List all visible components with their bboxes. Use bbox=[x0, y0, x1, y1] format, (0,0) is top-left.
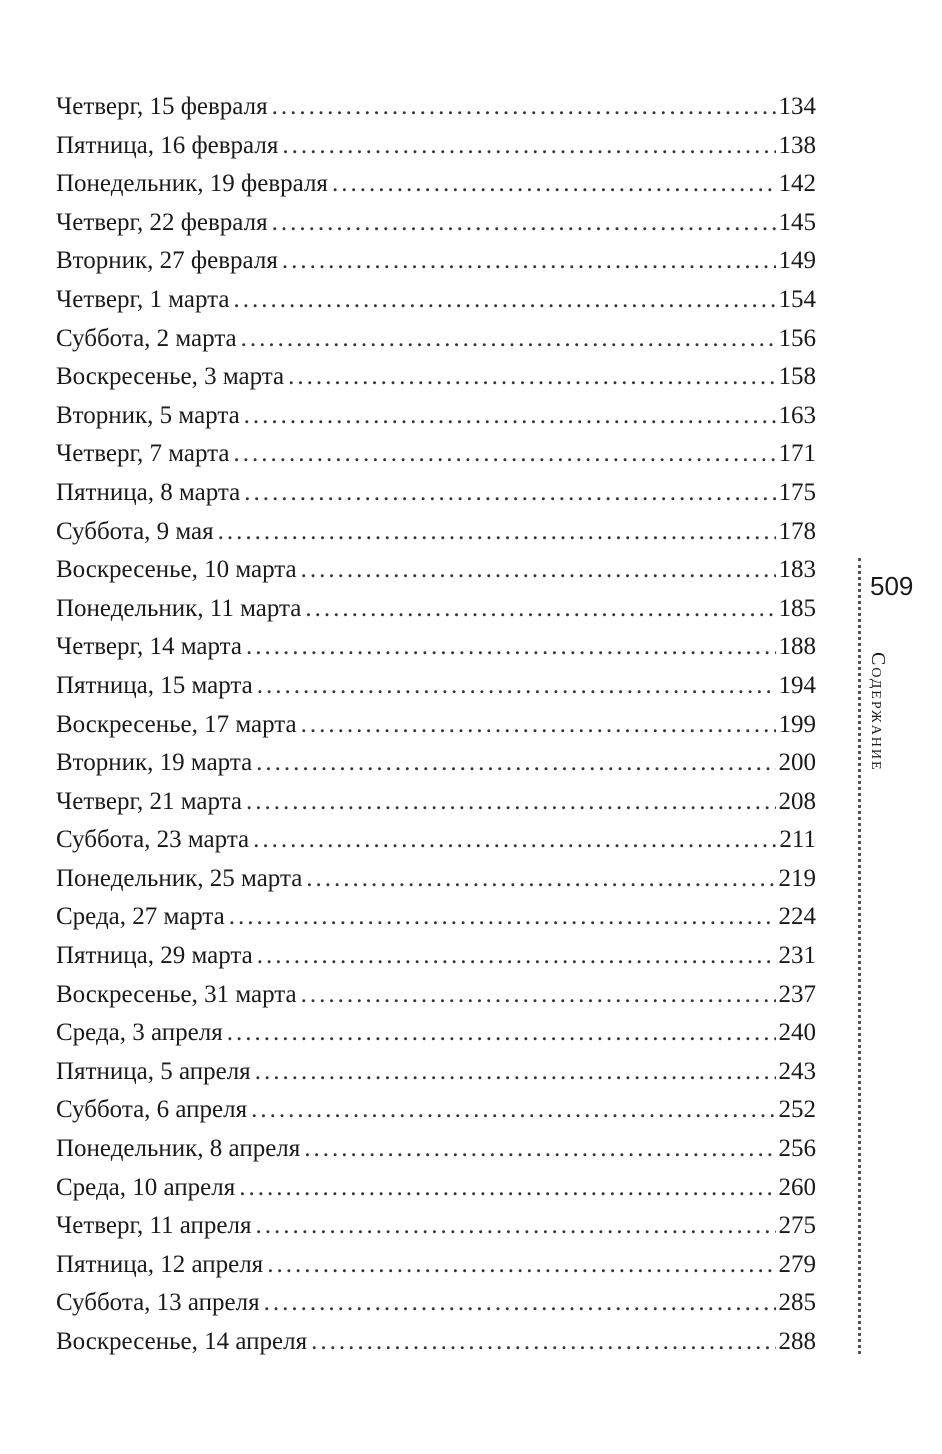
dot-leader bbox=[267, 1246, 775, 1284]
toc-entry-page: 134 bbox=[778, 93, 816, 120]
toc-entry-title: Пятница, 8 марта bbox=[56, 478, 241, 506]
toc-entry-page: 138 bbox=[778, 131, 816, 159]
toc-entry bbox=[56, 397, 816, 436]
toc-entry-page: 279 bbox=[778, 1250, 816, 1278]
toc-entry-page: 275 bbox=[778, 1212, 816, 1240]
toc-entry-page: 219 bbox=[778, 864, 816, 892]
dot-leader bbox=[332, 165, 776, 203]
toc-entry-title: Суббота, 13 апреля bbox=[56, 1289, 260, 1317]
dot-leader bbox=[272, 88, 776, 126]
toc-entry-title: Четверг, 11 апреля bbox=[56, 1212, 252, 1240]
toc-entry-title: Суббота, 6 апреля bbox=[56, 1096, 248, 1124]
toc-entry-title: Воскресенье, 10 марта bbox=[56, 556, 297, 584]
dot-leader bbox=[251, 1091, 775, 1129]
toc-entry-page: 211 bbox=[779, 826, 816, 854]
toc-entry bbox=[56, 88, 816, 127]
dot-leader bbox=[282, 242, 776, 280]
toc-entry-title: Суббота, 23 марта bbox=[56, 826, 250, 854]
toc-entry bbox=[56, 821, 816, 860]
toc-entry-page: 185 bbox=[778, 594, 816, 622]
dot-leader bbox=[241, 320, 776, 358]
toc-entry-title: Вторник, 27 февраля bbox=[56, 247, 278, 275]
toc-entry-page: 231 bbox=[778, 942, 816, 970]
dot-leader bbox=[246, 783, 776, 821]
table-of-contents bbox=[56, 88, 816, 1362]
toc-entry-page: 200 bbox=[778, 749, 816, 777]
toc-entry bbox=[56, 242, 816, 281]
toc-entry-page: 208 bbox=[778, 787, 816, 815]
dot-leader bbox=[255, 1053, 776, 1091]
toc-entry bbox=[56, 1169, 816, 1208]
dot-leader bbox=[264, 1284, 776, 1322]
toc-entry-page: 288 bbox=[778, 1328, 816, 1355]
toc-entry-title: Понедельник, 8 апреля bbox=[56, 1135, 301, 1163]
toc-entry-title: Пятница, 15 марта bbox=[56, 671, 253, 699]
toc-entry-page: 142 bbox=[778, 170, 816, 198]
toc-entry-page: 175 bbox=[778, 478, 816, 506]
toc-entry bbox=[56, 435, 816, 474]
toc-entry-title: Четверг, 21 марта bbox=[56, 787, 242, 815]
toc-entry-title: Суббота, 2 марта bbox=[56, 324, 237, 352]
toc-entry bbox=[56, 1014, 816, 1053]
toc-entry-page: 240 bbox=[778, 1019, 816, 1047]
toc-entry-title: Воскресенье, 17 марта bbox=[56, 710, 297, 738]
toc-entry bbox=[56, 204, 816, 243]
dot-leader bbox=[218, 513, 776, 551]
toc-entry bbox=[56, 590, 816, 629]
dot-leader bbox=[233, 435, 775, 473]
toc-entry bbox=[56, 474, 816, 513]
toc-entry-title: Среда, 3 апреля bbox=[56, 1019, 223, 1047]
toc-entry-title: Среда, 10 апреля bbox=[56, 1173, 236, 1201]
toc-entry-page: 178 bbox=[778, 517, 816, 545]
toc-entry bbox=[56, 1091, 816, 1130]
toc-entry-title: Воскресенье, 14 апреля bbox=[56, 1328, 308, 1355]
dot-leader bbox=[306, 860, 775, 898]
dot-leader bbox=[239, 1169, 775, 1207]
toc-entry-title: Пятница, 16 февраля bbox=[56, 131, 279, 159]
dot-leader bbox=[257, 937, 776, 975]
dot-leader bbox=[246, 628, 776, 666]
dot-leader bbox=[233, 281, 775, 319]
toc-entry bbox=[56, 1130, 816, 1169]
toc-entry-title: Суббота, 9 мая bbox=[56, 517, 214, 545]
dot-leader bbox=[244, 474, 775, 512]
toc-entry bbox=[56, 1284, 816, 1323]
toc-entry-title: Понедельник, 25 марта bbox=[56, 864, 303, 892]
dot-leader bbox=[257, 667, 776, 705]
toc-entry-title: Вторник, 5 марта bbox=[56, 401, 240, 429]
toc-entry bbox=[56, 1053, 816, 1092]
toc-entry-page: 154 bbox=[778, 285, 816, 313]
dot-leader bbox=[301, 706, 776, 744]
toc-entry-page: 199 bbox=[778, 710, 816, 738]
toc-entry bbox=[56, 281, 816, 320]
toc-entry-page: 285 bbox=[778, 1289, 816, 1317]
dot-leader bbox=[311, 1323, 775, 1361]
dot-leader bbox=[288, 358, 775, 396]
toc-entry-title: Пятница, 5 апреля bbox=[56, 1057, 251, 1085]
toc-entry-title: Вторник, 19 марта bbox=[56, 749, 253, 777]
toc-entry bbox=[56, 127, 816, 166]
dot-leader bbox=[304, 1130, 775, 1168]
toc-entry bbox=[56, 976, 816, 1015]
toc-entry-page: 252 bbox=[778, 1096, 816, 1124]
toc-entry bbox=[56, 1246, 816, 1285]
toc-entry bbox=[56, 358, 816, 397]
toc-entry bbox=[56, 1323, 816, 1362]
dot-leader bbox=[282, 127, 775, 165]
toc-entry-page: 163 bbox=[778, 401, 816, 429]
toc-entry bbox=[56, 898, 816, 937]
toc-entry-title: Среда, 27 марта bbox=[56, 903, 225, 931]
running-section-label: Содержание bbox=[867, 652, 889, 772]
toc-entry-page: 194 bbox=[778, 671, 816, 699]
toc-entry-page: 188 bbox=[778, 633, 816, 661]
toc-entry-page: 256 bbox=[778, 1135, 816, 1163]
toc-entry-page: 260 bbox=[778, 1173, 816, 1201]
dot-leader bbox=[301, 976, 776, 1014]
toc-entry-title: Четверг, 1 марта bbox=[56, 285, 230, 313]
toc-entry bbox=[56, 667, 816, 706]
toc-entry bbox=[56, 860, 816, 899]
toc-entry bbox=[56, 513, 816, 552]
dot-leader bbox=[256, 1207, 776, 1245]
toc-entry bbox=[56, 551, 816, 590]
toc-entry bbox=[56, 744, 816, 783]
toc-entry-title: Воскресенье, 3 марта bbox=[56, 363, 285, 391]
dot-leader bbox=[305, 590, 775, 628]
dot-leader bbox=[244, 397, 776, 435]
page-number: 509 bbox=[870, 571, 914, 601]
toc-entry-page: 145 bbox=[778, 208, 816, 236]
toc-entry bbox=[56, 1207, 816, 1246]
toc-entry-title: Четверг, 14 марта bbox=[56, 633, 242, 661]
dot-leader bbox=[256, 744, 775, 782]
toc-entry bbox=[56, 937, 816, 976]
dot-leader bbox=[272, 204, 776, 242]
toc-entry bbox=[56, 320, 816, 359]
dot-leader bbox=[253, 821, 776, 859]
toc-entry-page: 149 bbox=[778, 247, 816, 275]
toc-entry bbox=[56, 706, 816, 745]
toc-entry bbox=[56, 165, 816, 204]
toc-entry bbox=[56, 783, 816, 822]
toc-entry-title: Понедельник, 19 февраля bbox=[56, 170, 328, 198]
toc-entry-title: Четверг, 15 февраля bbox=[56, 93, 268, 120]
dot-leader bbox=[227, 1014, 776, 1052]
toc-entry-title: Четверг, 7 марта bbox=[56, 440, 230, 468]
toc-entry bbox=[56, 628, 816, 667]
toc-entry-title: Четверг, 22 февраля bbox=[56, 208, 268, 236]
toc-entry-page: 158 bbox=[778, 363, 816, 391]
toc-entry-page: 171 bbox=[778, 440, 816, 468]
toc-entry-page: 237 bbox=[778, 980, 816, 1008]
toc-entry-title: Воскресенье, 31 марта bbox=[56, 980, 297, 1008]
toc-entry-page: 183 bbox=[778, 556, 816, 584]
margin-dotted-rule bbox=[858, 558, 861, 1354]
toc-entry-title: Пятница, 12 апреля bbox=[56, 1250, 264, 1278]
toc-entry-title: Понедельник, 11 марта bbox=[56, 594, 302, 622]
toc-entry-page: 243 bbox=[778, 1057, 816, 1085]
dot-leader bbox=[229, 898, 776, 936]
toc-entry-page: 224 bbox=[778, 903, 816, 931]
toc-entry-title: Пятница, 29 марта bbox=[56, 942, 253, 970]
dot-leader bbox=[301, 551, 776, 589]
toc-entry-page: 156 bbox=[778, 324, 816, 352]
